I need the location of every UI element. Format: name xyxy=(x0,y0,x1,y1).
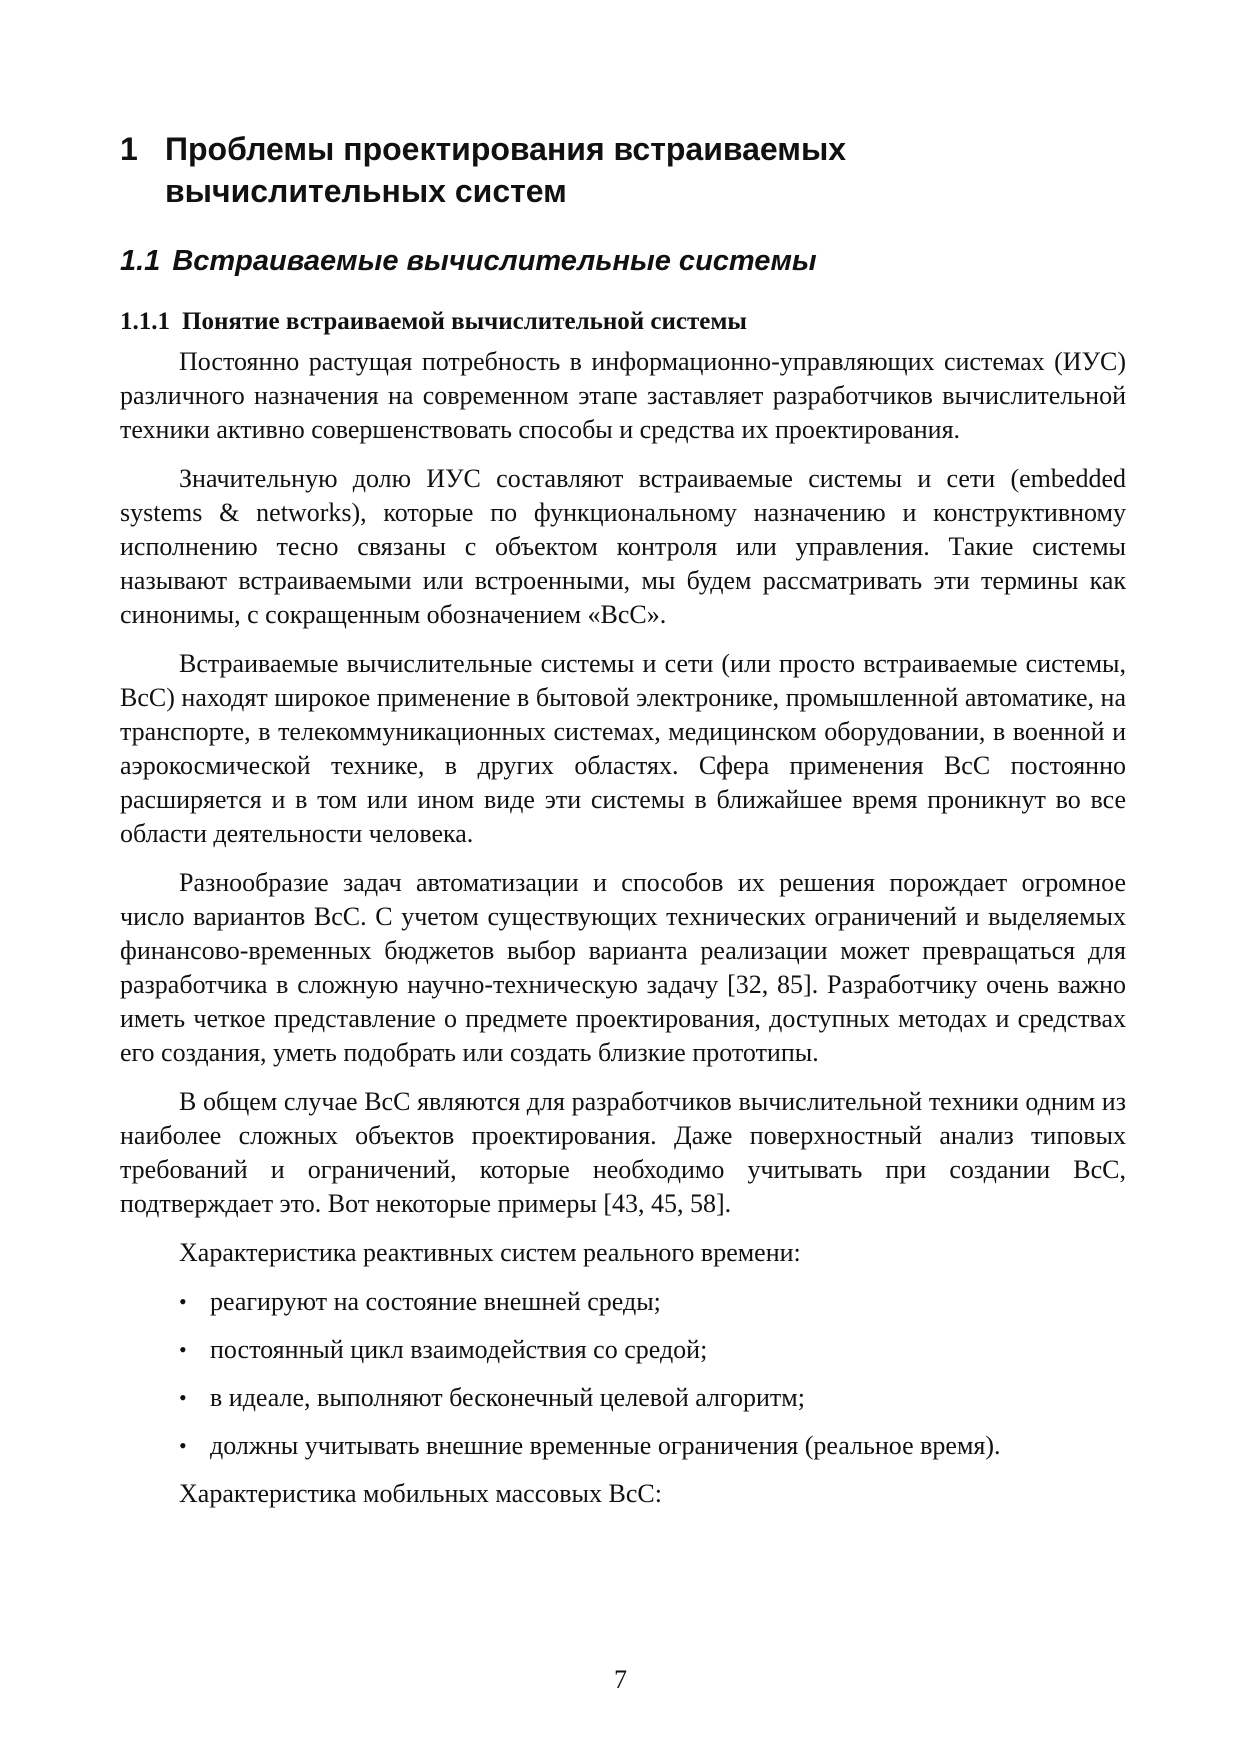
paragraph-5: В общем случае ВсС являются для разработчиков вычислительной техники одним из наиболее сложных объектов проектирования. Даже поверхностный анализ типовых требований и ограничений, которые необходимо учитывать при создании ВсС, подтверждает это. Вот некоторые примеры [43, 45, 58]. xyxy=(120,1087,1126,1218)
bullet-icon: • xyxy=(179,1289,187,1314)
paragraph-2: Значительную долю ИУС составляют встраиваемые системы и сети (embedded systems & networks), которые по функциональному назначению и конструктивному исполнению тесно связаны с объектом контроля или управления. Такие системы называют встраиваемыми или встроенными, мы будем рассматривать эти термины как синонимы, с сокращенным обозначением «ВсС». xyxy=(120,464,1126,629)
closing-line: Характеристика мобильных массовых ВсС: xyxy=(179,1479,662,1508)
bullet-list xyxy=(120,1285,1126,1463)
section-title: Встраиваемые вычислительные системы xyxy=(172,245,817,277)
section-heading xyxy=(120,241,1126,281)
bullet-icon: • xyxy=(179,1433,187,1458)
chapter-number: 1 xyxy=(120,131,138,167)
paragraph-4: Разнообразие задач автоматизации и способов их решения порождает огромное число вариантов ВсС. С учетом существующих технических ограничений и выделяемых финансово-временных бюджетов выбор варианта реализации может превращаться для разработчика в сложную научно-техническую задачу [32, 85]. Разработчику очень важно иметь четкое представление о предмете проектирования, доступных методах и средствах его создания, уметь подобрать или создать близкие прототипы. xyxy=(120,868,1126,1067)
chapter-title: Проблемы проектирования встраиваемых вычислительных систем xyxy=(165,131,847,209)
paragraph-3: Встраиваемые вычислительные системы и сети (или просто встраиваемые системы, ВсС) находят широкое применение в бытовой электронике, промышленной автоматике, на транспорте, в телекоммуникационных системах, медицинском оборудовании, в военной и аэрокосмической технике, в других областях. Сфера применения ВсС постоянно расширяется и в том или ином виде эти системы в ближайшее время проникнут во все области деятельности человека. xyxy=(120,649,1126,848)
document-page xyxy=(120,128,1126,1526)
list-item-text: постоянный цикл взаимодействия со средой; xyxy=(210,1335,708,1364)
section-number: 1.1 xyxy=(120,245,161,277)
list-item-text: должны учитывать внешние временные ограничения (реальное время). xyxy=(210,1431,1001,1460)
list-item xyxy=(120,1333,1126,1367)
bullet-icon: • xyxy=(179,1337,187,1362)
subsection-number: 1.1.1 xyxy=(120,308,170,335)
list-item-text: в идеале, выполняют бесконечный целевой алгоритм; xyxy=(210,1383,805,1412)
page-number: 7 xyxy=(614,1665,627,1694)
chapter-heading xyxy=(120,128,1126,212)
bullet-icon: • xyxy=(179,1385,187,1410)
list-item xyxy=(120,1381,1126,1415)
subsection-title: Понятие встраиваемой вычислительной системы xyxy=(182,308,747,335)
subsection-heading xyxy=(120,305,1126,339)
list-item-text: реагируют на состояние внешней среды; xyxy=(210,1287,661,1316)
paragraph-1: Постоянно растущая потребность в информационно-управляющих системах (ИУС) различного назначения на современном этапе заставляет разработчиков вычислительной техники активно совершенствовать способы и средства их проектирования. xyxy=(120,347,1126,444)
list-item xyxy=(120,1429,1126,1463)
list-intro: Характеристика реактивных систем реального времени: xyxy=(179,1238,801,1267)
list-item xyxy=(120,1285,1126,1319)
